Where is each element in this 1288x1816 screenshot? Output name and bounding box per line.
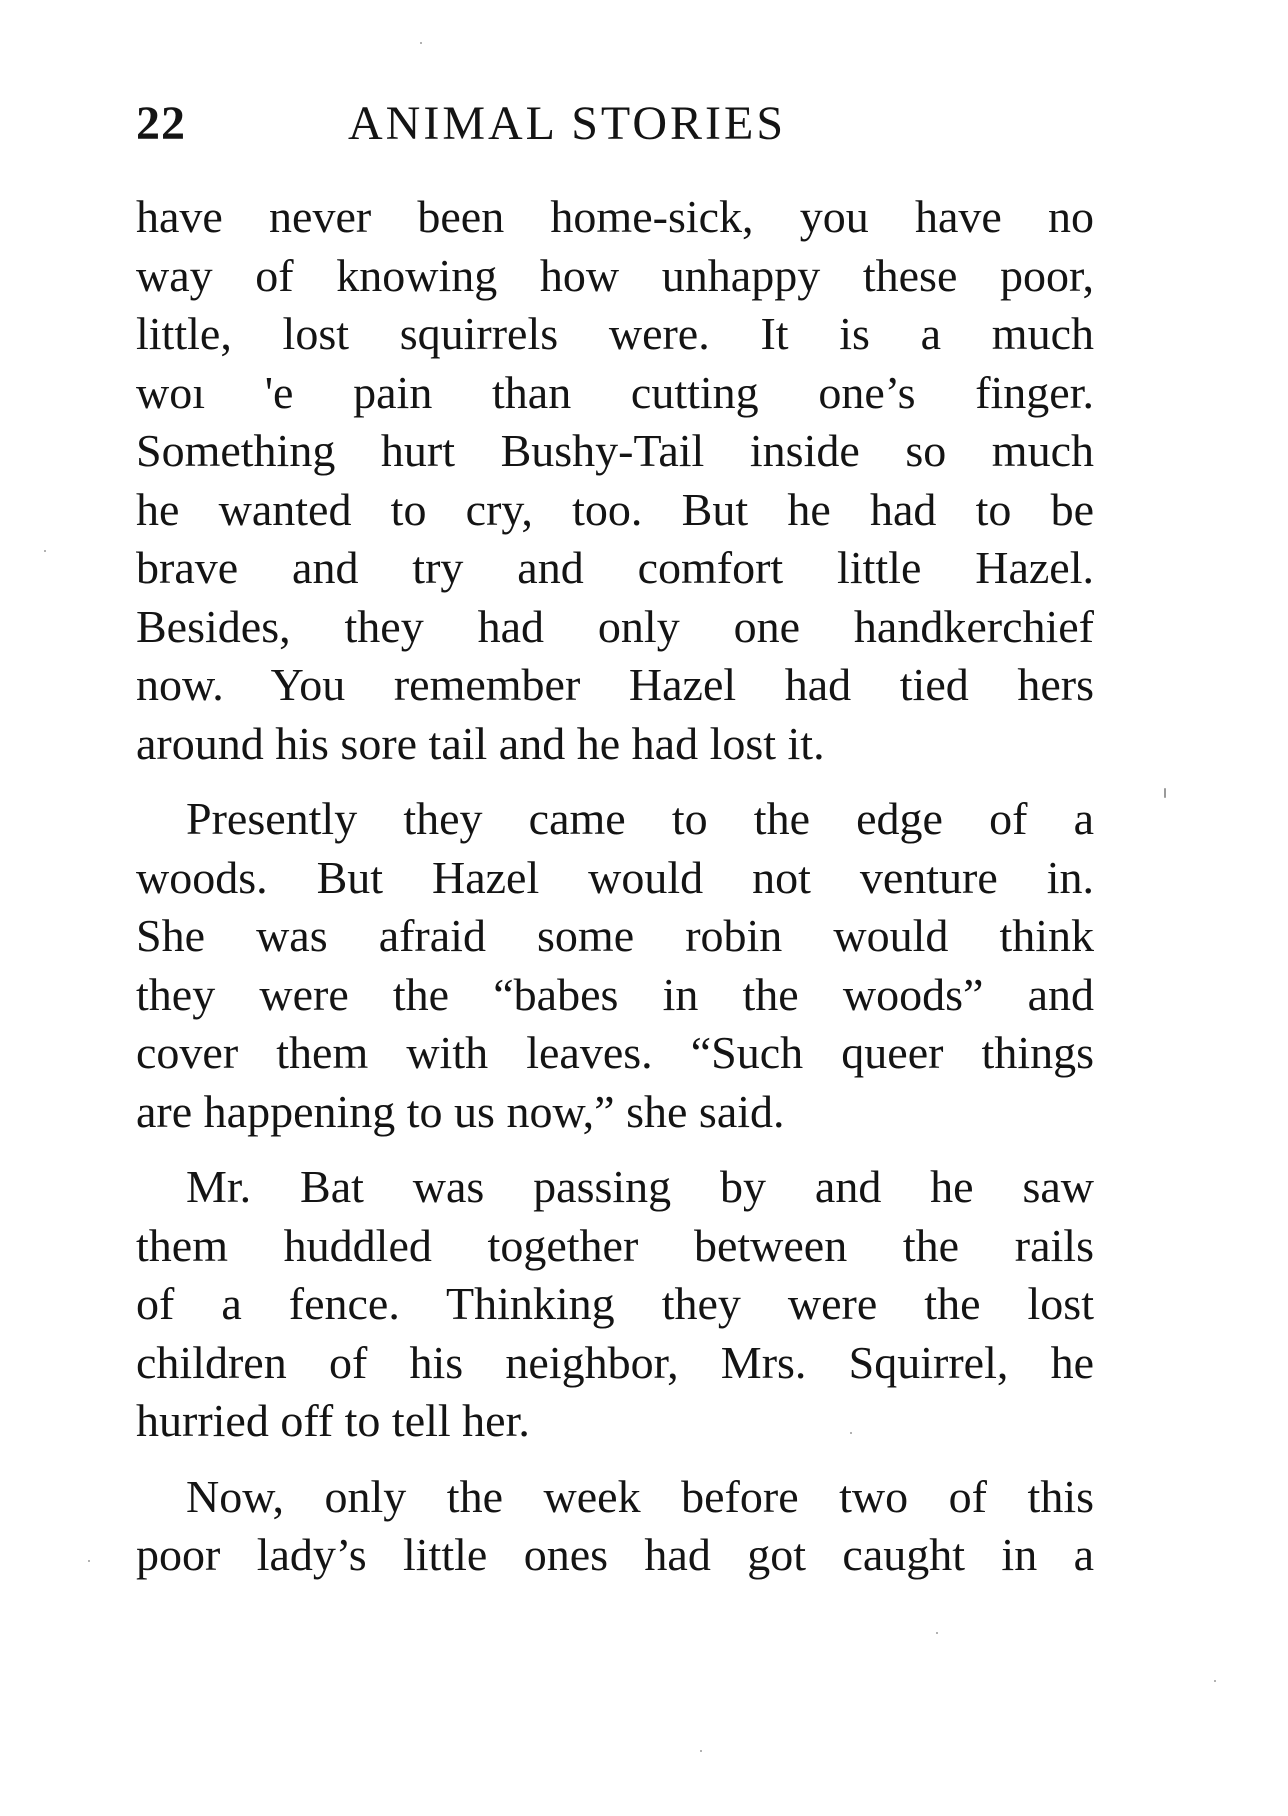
text-line: hurried off to tell her.: [136, 1395, 530, 1446]
text-line: he wanted to cry, too. But he had to be: [136, 483, 1094, 535]
scan-speck: [1164, 788, 1166, 798]
text-line: them huddled together between the rails: [136, 1219, 1094, 1271]
paragraph-continuation: [136, 188, 1094, 773]
text-line: have never been home-sick, you have no: [136, 191, 1094, 242]
text-line: cover them with leaves. “Such queer things: [136, 1027, 1094, 1078]
text-line: woı 'e pain than cutting one’s finger.: [136, 366, 1094, 418]
text-line: now. You remember Hazel had tied hers: [136, 659, 1094, 710]
scan-speck: [420, 42, 422, 44]
running-head: [136, 96, 896, 156]
text-line: of a fence. Thinking they were the lost: [136, 1278, 1094, 1329]
text-line: around his sore tail and he had lost it.: [136, 717, 825, 769]
scan-speck: [850, 1432, 852, 1434]
text-line: are happening to us now,” she said.: [136, 1085, 785, 1137]
text-line: Presently they came to the edge of a: [186, 793, 1094, 844]
text-line: woods. But Hazel would not venture in.: [136, 851, 1094, 903]
scan-speck: [44, 550, 46, 552]
text-line: brave and try and comfort little Hazel.: [136, 542, 1094, 593]
paragraph-presently: [136, 790, 1094, 1141]
scan-speck: [1214, 1680, 1216, 1682]
text-line: Now, only the week before two of this: [186, 1470, 1094, 1522]
paragraph-mr-bat: [136, 1158, 1094, 1451]
text-line: way of knowing how unhappy these poor,: [136, 249, 1094, 301]
paragraph-now: [136, 1468, 1094, 1585]
book-title: ANIMAL STORIES: [348, 97, 787, 150]
text-line: they were the “babes in the woods” and: [136, 968, 1094, 1020]
text-line: Mr. Bat was passing by and he saw: [186, 1161, 1094, 1212]
text-line: Something hurt Bushy-Tail inside so much: [136, 425, 1094, 476]
text-line: children of his neighbor, Mrs. Squirrel, he: [136, 1336, 1094, 1388]
page-number: 22: [136, 97, 186, 150]
body-text: [136, 188, 1094, 1585]
scan-speck: [936, 1632, 938, 1634]
text-line: poor lady’s little ones had got caught in a: [136, 1529, 1094, 1580]
text-line: She was afraid some robin would think: [136, 910, 1094, 961]
text-line: Besides, they had only one handkerchief: [136, 600, 1094, 652]
scan-speck: [88, 1560, 90, 1562]
text-line: little, lost squirrels were. It is a much: [136, 308, 1094, 359]
scan-speck: [700, 1750, 702, 1752]
